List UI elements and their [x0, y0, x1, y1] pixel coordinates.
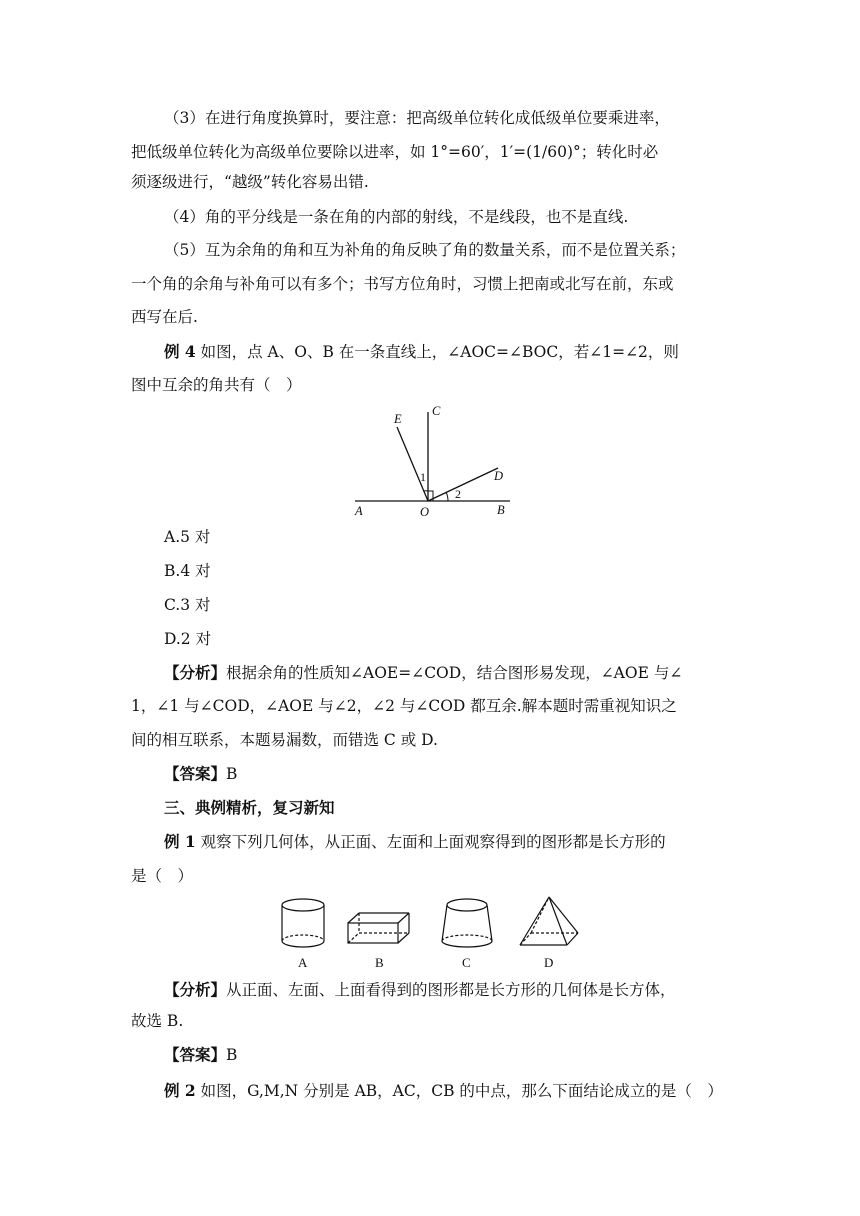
example4-answer	[131, 757, 733, 792]
label-O: O	[420, 505, 430, 519]
option-c: C.3 对	[164, 596, 211, 614]
example2-label: 例 2	[164, 1081, 196, 1100]
angle2-arc	[446, 492, 448, 501]
example4-label: 例 4	[164, 342, 196, 361]
label-angle2: 2	[455, 487, 461, 501]
example2-stem-line1	[131, 1074, 733, 1109]
example1-stem-line1	[131, 825, 733, 860]
para4: （4）角的平分线是一条在角的内部的射线，不是线段，也不是直线.	[164, 208, 629, 226]
pyramid-shape	[520, 897, 578, 945]
example4-analysis-line3: 间的相互联系，本题易漏数，而错选 C 或 D.	[131, 731, 438, 749]
example4-stem-text: 如图，点 A、O、B 在一条直线上，∠AOC=∠BOC，若∠1=∠2，则	[195, 343, 679, 361]
ray-OE	[397, 427, 428, 501]
option-d: D.2 对	[164, 630, 212, 648]
example1-answer-tag: 【答案】	[164, 1045, 227, 1064]
cuboid-shape	[348, 913, 409, 943]
shape-label-b: B	[375, 955, 384, 970]
example4-analysis-text: 根据余角的性质知∠AOE=∠COD，结合图形易发现，∠AOE 与∠	[226, 664, 683, 682]
solids-figure	[270, 893, 590, 973]
example4-analysis-line2: 1，∠1 与∠COD，∠AOE 与∠2，∠2 与∠COD 都互余.解本题时需重视知识之	[131, 697, 677, 715]
example1-stem-text: 观察下列几何体，从正面、左面和上面观察得到的图形都是长方形的	[195, 833, 666, 851]
example4-stem-line1	[131, 335, 733, 370]
option-b: B.4 对	[164, 562, 211, 580]
para3-line1: （3）在进行角度换算时，要注意：把高级单位转化成低级单位要乘进率，	[164, 109, 670, 127]
example1-analysis-tag: 【分析】	[164, 980, 227, 999]
example4-stem-line2: 图中互余的角共有（ ）	[131, 376, 302, 394]
para5-line3: 西写在后.	[131, 308, 198, 326]
para5-line2: 一个角的余角与补角可以有多个；书写方位角时，习惯上把南或北写在前，东或	[131, 275, 674, 293]
cylinder-shape	[282, 899, 324, 947]
example1-answer-value: B	[226, 1046, 238, 1064]
para3-line2: 把低级单位转化为高级单位要除以进率，如 1°=60′，1′=(1/60)°；转化时必	[131, 143, 659, 161]
angle-figure	[340, 400, 530, 522]
frustum-shape	[442, 899, 492, 947]
example4-analysis-tag: 【分析】	[164, 663, 227, 682]
label-D: D	[494, 469, 504, 483]
para5-line1: （5）互为余角的角和互为补角的角反映了角的数量关系，而不是位置关系；	[164, 241, 686, 259]
ray-OD	[428, 468, 498, 501]
option-a: A.5 对	[164, 528, 211, 546]
example4-answer-value: B	[226, 765, 238, 783]
shape-label-c: C	[462, 955, 471, 970]
example1-answer	[131, 1038, 733, 1073]
label-C: C	[432, 404, 441, 418]
example4-analysis-line1	[131, 656, 733, 691]
example1-stem-line2: 是（ ）	[131, 867, 194, 885]
label-angle1: 1	[420, 470, 426, 484]
example1-analysis-line1	[131, 973, 733, 1008]
shape-label-d: D	[544, 955, 554, 970]
example2-stem-text: 如图，G,M,N 分别是 AB，AC，CB 的中点，那么下面结论成立的是（ ）	[195, 1082, 723, 1100]
shape-label-a: A	[298, 955, 308, 970]
label-B: B	[497, 503, 505, 517]
example1-analysis-line2: 故选 B.	[131, 1012, 184, 1030]
para3-line3: 须逐级进行，“越级”转化容易出错.	[131, 173, 369, 191]
section3-heading: 三、典例精析，复习新知	[164, 798, 335, 817]
example4-answer-tag: 【答案】	[164, 764, 227, 783]
example1-label: 例 1	[164, 832, 196, 851]
example1-analysis-text: 从正面、左面、上面看得到的图形都是长方形的几何体是长方体，	[226, 981, 676, 999]
label-A: A	[355, 504, 363, 518]
label-E: E	[394, 412, 402, 426]
